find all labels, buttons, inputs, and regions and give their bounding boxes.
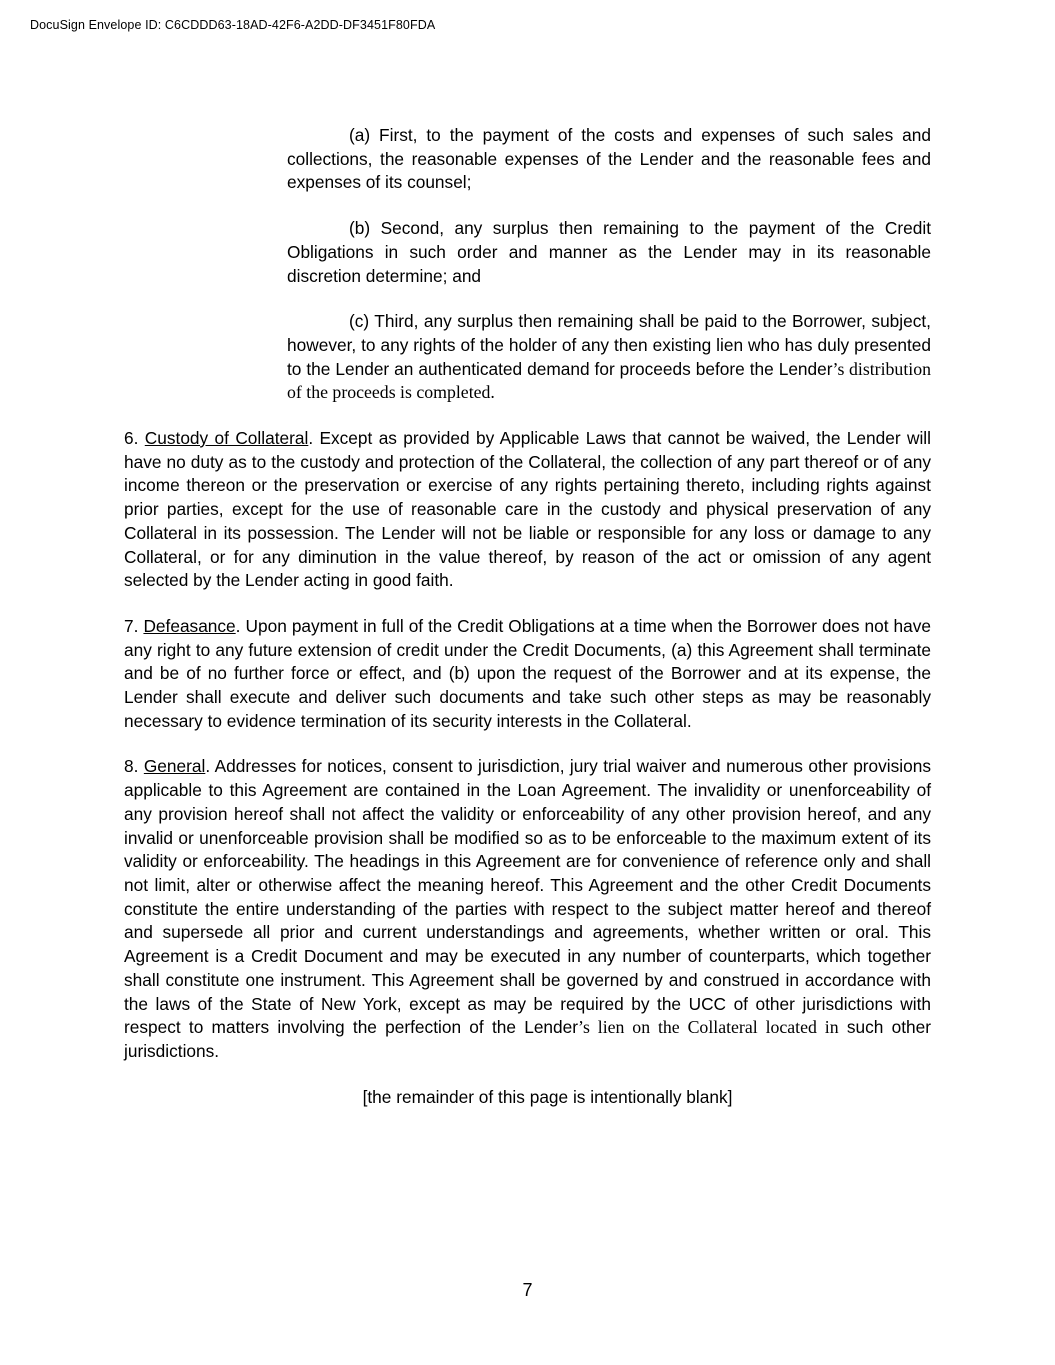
section-8-body: . Addresses for notices, consent to jurisdiction, jury trial waiver and numerous other provisions applicable to this Agreement are contained in the Loan Agreement. The invalidity or unenforceability of any provision hereof shall not affect the validity or enforceability of any other provision hereof, and any invalid or unenforceable provision shall be modified so as to be enforceable to the maximum extent of its validity or enforceability. The headings in this Agreement are for convenience of reference only and shall not limit, alter or otherwise affect the meaning hereof. This Agreement and the other Credit Documents constitute the entire understanding of the parties with respect to the subject matter hereof and thereof and supersede all prior and current understandings and agreements, whether written or oral. This Agreement is a Credit Document and may be executed in any number of counterparts, which together shall constitute one instrument. This Agreement shall be governed by and construed in accordance with the laws of the State of New York, except as may be required by the UCC of other jurisdictions with respect to matters involving the perfection of the Lender — [124, 756, 931, 1038]
clause-a: (a) First, to the payment of the costs and expenses of such sales and collections, the reasonable expenses of the Lender and the reasonable fees and expenses of its counsel; — [287, 125, 931, 193]
clause-c-text: (c) Third, any surplus then remaining shall be paid to the Borrower, subject, however, to any rights of the holder of any then existing lien who has duly presented to the Lender an authenticated demand for proceeds before the Lender — [287, 311, 931, 379]
section-6-number: 6. — [124, 428, 145, 449]
section-8 — [124, 755, 931, 1063]
section-7-heading: Defeasance — [143, 615, 236, 636]
section-6-heading: Custody of Collateral — [144, 428, 309, 449]
section-6 — [124, 427, 931, 593]
section-8-heading: General — [143, 756, 206, 777]
page-number: 7 — [522, 1280, 533, 1300]
docusign-envelope-id: DocuSign Envelope ID: C6CDDD63-18AD-42F6-A2DD-DF3451F80FDA — [30, 18, 436, 32]
section-7-number: 7. — [124, 615, 144, 636]
section-7-body: . Upon payment in full of the Credit Obligations at a time when the Borrower does not have any right to any future extension of credit under the Credit Documents, (a) this Agreement shall terminate and be of no further force or effect, and (b) upon the request of the Borrower and at its expense, the Lender shall execute and deliver such documents and take such other steps as may be reasonably necessary to evidence termination of its security interests in the Collateral. — [124, 615, 931, 731]
document-body — [124, 124, 931, 1109]
section-7 — [124, 615, 931, 734]
section-8-body-serif: ’s lien on the Collateral located in — [578, 1017, 839, 1038]
clause-c — [287, 310, 931, 405]
section-8-number: 8. — [124, 756, 144, 777]
section-8-body-end: such other jurisdictions. — [124, 1017, 931, 1061]
remainder-blank-note: [the remainder of this page is intentionally blank] — [362, 1086, 733, 1107]
clause-b: (b) Second, any surplus then remaining to the payment of the Credit Obligations in such order and manner as the Lender may in its reasonable discretion determine; and — [287, 218, 931, 286]
section-6-body: . Except as provided by Applicable Laws that cannot be waived, the Lender will have no duty as to the custody and protection of the Collateral, the collection of any part thereof or of any income thereon or the preservation or exercise of any rights pertaining thereto, including rights against prior parties, except for the use of reasonable care in the custody and physical preservation of any Collateral in its possession. The Lender will not be liable or responsible for any loss or damage to any Collateral, or for any diminution in the value thereof, by reason of the act or omission of any agent selected by the Lender acting in good faith. — [124, 428, 931, 591]
clause-c-tail: ’s distribution of the proceeds is completed. — [287, 358, 931, 403]
